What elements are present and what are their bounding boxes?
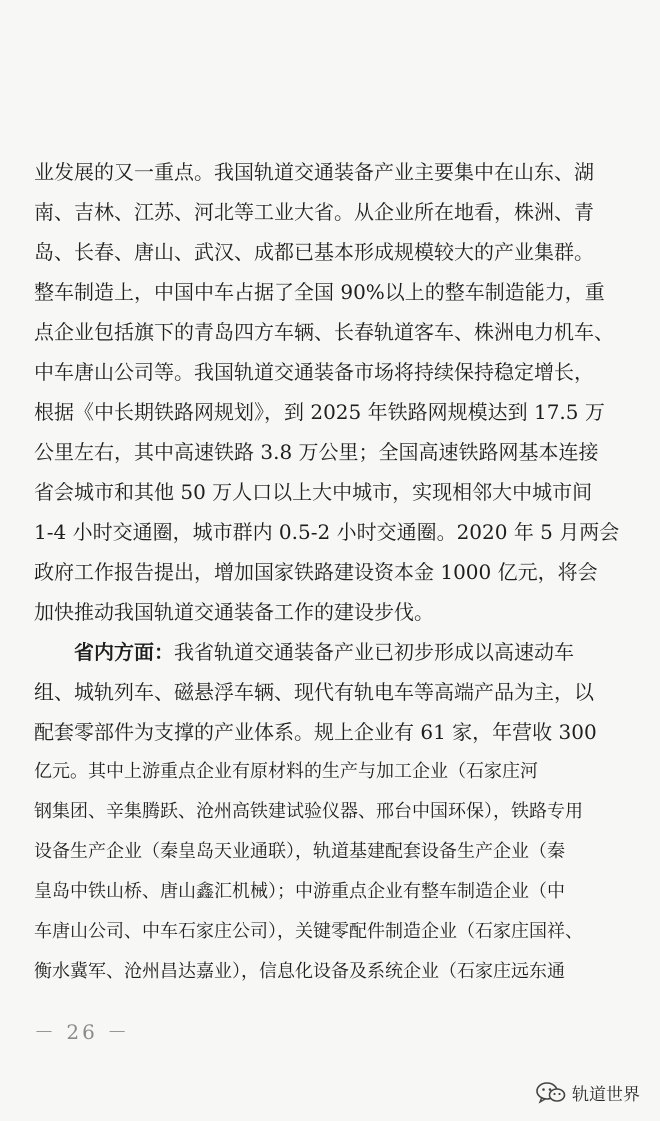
text-line: 钢集团、辛集腾跃、沧州高铁建试验仪器、邢台中国环保），铁路专用 [34, 801, 583, 822]
section-heading: 省内方面： [74, 640, 174, 664]
page-number: － 26 － [34, 1020, 131, 1044]
wechat-watermark [536, 1080, 640, 1105]
text-line: 省会城市和其他 50 万人口以上大中城市，实现相邻大中城市间 [34, 480, 593, 504]
wechat-icon [536, 1082, 566, 1104]
text-line: 公里左右，其中高速铁路 3.8 万公里；全国高速铁路网基本连接 [34, 440, 599, 464]
text-line: 业发展的又一重点。我国轨道交通装备产业主要集中在山东、湖 [34, 160, 594, 184]
text-line: 1-4 小时交通圈，城市群内 0.5-2 小时交通圈。2020 年 5 月两会 [34, 520, 620, 544]
text-line: 整车制造上，中国中车占据了全国 90%以上的整车制造能力，重 [34, 280, 605, 304]
watermark-label: 轨道世界 [572, 1085, 640, 1105]
text-line: 根据《中长期铁路网规划》，到 2025 年铁路网规模达到 17.5 万 [34, 400, 605, 424]
text-line: 衡水冀军、沧州昌达嘉业），信息化设备及系统企业（石家庄远东通 [34, 961, 565, 982]
text-line: 岛、长春、唐山、武汉、成都已基本形成规模较大的产业集群。 [34, 240, 594, 264]
text-line: 政府工作报告提出，增加国家铁路建设资本金 1000 亿元，将会 [34, 560, 598, 584]
text-line: 组、城轨列车、磁悬浮车辆、现代有轨电车等高端产品为主，以 [34, 680, 594, 704]
paragraph-first-line [74, 640, 574, 664]
text-line: 点企业包括旗下的青岛四方车辆、长春轨道客车、株洲电力机车、 [34, 320, 614, 344]
text-line: 加快推动我国轨道交通装备工作的建设步伐。 [34, 600, 434, 624]
text-line: 配套零部件为支撑的产业体系。规上企业有 61 家，年营收 300 [34, 720, 597, 744]
text-line: 亿元。其中上游重点企业有原材料的生产与加工企业（石家庄河 [34, 761, 538, 782]
text-line: 车唐山公司、中车石家庄公司），关键零配件制造企业（石家庄国祥、 [34, 921, 583, 942]
text-line: 中车唐山公司等。我国轨道交通装备市场将持续保持稳定增长， [34, 360, 594, 384]
text-span: 我省轨道交通装备产业已初步形成以高速动车 [174, 640, 574, 664]
text-line: 皇岛中铁山桥、唐山鑫汇机械）；中游重点企业有整车制造企业（中 [34, 881, 565, 902]
text-line: 设备生产企业（秦皇岛天业通联），轨道基建配套设备生产企业（秦 [34, 841, 565, 862]
text-line: 南、吉林、江苏、河北等工业大省。从企业所在地看，株洲、青 [34, 200, 594, 224]
